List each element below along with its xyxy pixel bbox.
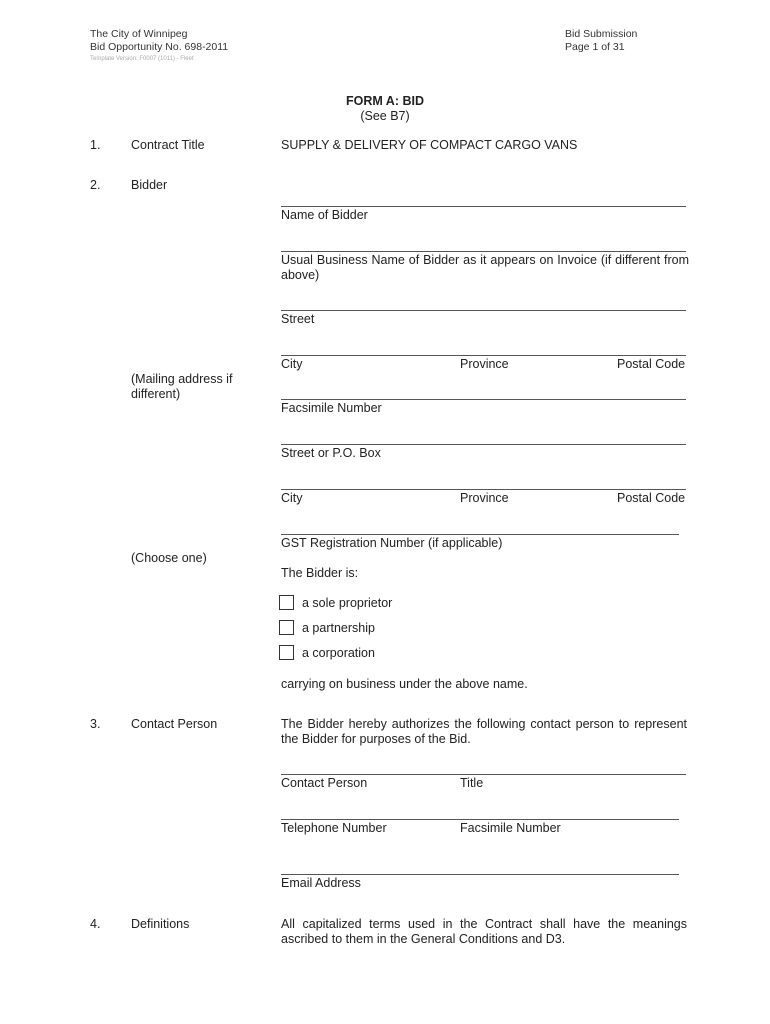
- form-subtitle: (See B7): [360, 109, 410, 123]
- header-template-version: Template Version: F0007 (1011) - Fleet: [90, 56, 194, 62]
- name-of-bidder-line[interactable]: [281, 206, 686, 207]
- corporation-checkbox[interactable]: [279, 645, 294, 660]
- choose-one-note: (Choose one): [131, 551, 207, 565]
- usual-name-line[interactable]: [281, 251, 686, 252]
- section-1-number: 1.: [90, 138, 101, 152]
- section-4-number: 4.: [90, 917, 101, 931]
- corporation-label: a corporation: [302, 646, 375, 660]
- telephone-line[interactable]: [281, 819, 679, 820]
- section-3-number: 3.: [90, 717, 101, 731]
- definitions-text: All capitalized terms used in the Contract shall have the meanings ascribed to them in the General Conditions and D3.: [281, 917, 687, 946]
- postal-code-label: Postal Code: [617, 357, 686, 371]
- partnership-label: a partnership: [302, 621, 375, 635]
- header-bid-number: Bid Opportunity No. 698-2011: [90, 41, 229, 53]
- street-line[interactable]: [281, 310, 686, 311]
- section-2-label: Bidder: [131, 178, 168, 192]
- sole-proprietor-label: a sole proprietor: [302, 596, 393, 610]
- fax-line[interactable]: [281, 399, 686, 400]
- email-label: Email Address: [281, 876, 361, 890]
- email-line[interactable]: [281, 874, 679, 875]
- contact-person-line[interactable]: [281, 774, 686, 775]
- city-line[interactable]: [281, 355, 686, 356]
- sole-proprietor-checkbox[interactable]: [279, 595, 294, 610]
- usual-name-label: Usual Business Name of Bidder as it appears on Invoice (if different from above): [281, 253, 689, 282]
- contract-title-value: SUPPLY & DELIVERY OF COMPACT CARGO VANS: [281, 138, 578, 152]
- province-label: Province: [460, 357, 509, 371]
- section-2-number: 2.: [90, 178, 101, 192]
- header-page-number: Page 1 of 31: [565, 41, 625, 53]
- gst-label: GST Registration Number (if applicable): [281, 536, 503, 550]
- mailing-postal-code-label: Postal Code: [617, 491, 686, 505]
- section-1-label: Contract Title: [131, 138, 205, 152]
- header-org: The City of Winnipeg: [90, 28, 188, 40]
- mailing-city-label: City: [281, 491, 303, 505]
- contact-person-label: Contact Person: [281, 776, 368, 790]
- contact-fax-label: Facsimile Number: [460, 821, 561, 835]
- street-po-label: Street or P.O. Box: [281, 446, 381, 460]
- mailing-province-label: Province: [460, 491, 509, 505]
- name-of-bidder-label: Name of Bidder: [281, 208, 368, 222]
- contact-authorization-text: The Bidder hereby authorizes the following contact person to represent the Bidder for purposes of the Bid.: [281, 717, 687, 746]
- section-4-label: Definitions: [131, 917, 190, 931]
- street-po-line[interactable]: [281, 444, 686, 445]
- fax-label: Facsimile Number: [281, 401, 382, 415]
- header-doc-type: Bid Submission: [565, 28, 638, 40]
- carrying-business-text: carrying on business under the above name.: [281, 677, 528, 691]
- mailing-address-note: (Mailing address if different): [131, 372, 233, 401]
- telephone-label: Telephone Number: [281, 821, 387, 835]
- street-label: Street: [281, 312, 315, 326]
- contact-title-label: Title: [460, 776, 484, 790]
- bidder-is-label: The Bidder is:: [281, 566, 359, 580]
- mailing-city-line[interactable]: [281, 489, 686, 490]
- partnership-checkbox[interactable]: [279, 620, 294, 635]
- city-label: City: [281, 357, 303, 371]
- section-3-label: Contact Person: [131, 717, 218, 731]
- gst-line[interactable]: [281, 534, 679, 535]
- form-title: FORM A: BID: [346, 94, 424, 108]
